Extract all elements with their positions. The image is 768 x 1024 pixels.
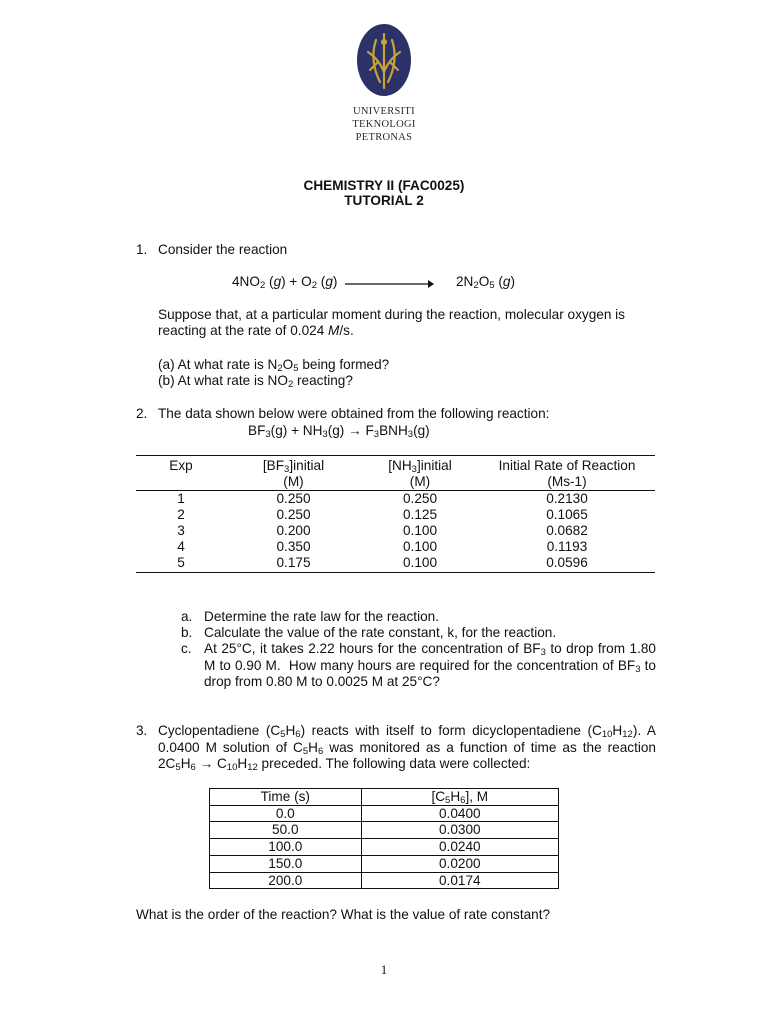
q1-reactants: $4NO_2$ $(g) + O_2$ (g): [232, 274, 338, 291]
course-title: CHEMISTRY II (FAC0025): [303, 178, 465, 193]
logo-text-teknologi: TEKNOLOGI: [352, 119, 416, 130]
q2-a-label: a.: [181, 609, 193, 624]
table-row: 3 0.200 0.100 0.0682: [177, 523, 588, 538]
q1-suppose-line2: reacting at the rate of 0.024 M/s.: [158, 323, 354, 338]
q2-equation: $BF_3(g) + NH_3(g) \to F_3BNH_3(g)$: [248, 423, 430, 440]
col-header-time: Time (s): [210, 789, 362, 806]
q2-c-text: At 25°C, it takes 2.22 hours for the concentration of $BF_3$ to drop from 1.80 M to 0.90 M. How many hours are required for the concentration of $BF_3$ to drop from 0.80 M to 0.0025 M at 25°C?: [204, 641, 656, 689]
q3-closing-question: What is the order of the reaction? What is the value of rate constant?: [136, 907, 551, 922]
table-header-row: [210, 789, 559, 806]
col-header-nh3: $[NH_3]initial$: [361, 456, 479, 475]
q1-part-b: (b) At what rate is $NO_2$ reacting?: [158, 373, 353, 390]
table-row: 4 0.350 0.100 0.1193: [177, 539, 588, 554]
table-units-row: (M) (M) (Ms-1): [136, 474, 655, 491]
page-number: 1: [380, 962, 388, 977]
table-row: 150.0 0.0200: [210, 855, 559, 872]
table-row: 2 0.250 0.125 0.1065: [177, 507, 588, 522]
logo-text-universiti: UNIVERSITI: [353, 106, 415, 117]
table-row: 5 0.175 0.100 0.0596: [136, 555, 655, 573]
q1-products: $2N_2O_5$ (g): [456, 274, 515, 291]
q2-intro: The data shown below were obtained from the following reaction:: [158, 406, 550, 421]
reaction-arrow-icon: [344, 278, 434, 290]
table-row: 0.0 0.0400: [210, 805, 559, 822]
table-row: 50.0 0.0300: [210, 822, 559, 839]
tutorial-title: TUTORIAL 2: [344, 193, 424, 208]
col-header-exp: Exp: [136, 456, 226, 475]
table-row: 200.0 0.0174: [210, 872, 559, 889]
q1-part-a: (a) At what rate is $N_2O_5$ being formed?: [158, 357, 390, 374]
q3-number: 3.: [136, 723, 148, 738]
table-row: 100.0 0.0240: [210, 839, 559, 856]
logo-text-petronas: PETRONAS: [355, 132, 413, 143]
concentration-time-table: [209, 788, 559, 889]
q1-intro: Consider the reaction: [158, 242, 288, 257]
q2-a-text: Determine the rate law for the reaction.: [204, 609, 439, 624]
q2-b-text: Calculate the value of the rate constant, k, for the reaction.: [204, 625, 557, 640]
q3-text: Cyclopentadiene $(C_5H_6)$ reacts with itself to form dicyclopentadiene $(C_{10}H_{12})$. A 0.0400 M solution of $C_5H_6$ was monitored as a function of time as the reaction $2C_5H_6 \to C_{10}H_{12}$ preceded. The following data were collected:: [158, 723, 657, 773]
col-header-concentration: $[C_5H_6]$, M: [361, 789, 558, 806]
q1-number: 1.: [136, 242, 148, 257]
q2-b-label: b.: [181, 625, 193, 640]
rate-data-table: [136, 455, 655, 573]
col-header-rate: Initial Rate of Reaction: [479, 456, 655, 475]
table-header-row: [136, 456, 655, 475]
q1-suppose-line1: Suppose that, at a particular moment during the reaction, molecular oxygen is: [158, 307, 625, 322]
col-header-bf3: $[BF_3]initial$: [226, 456, 361, 475]
logo-emblem-icon: [350, 22, 418, 98]
university-logo: [350, 22, 418, 144]
q2-c-label: c.: [181, 641, 192, 656]
q2-number: 2.: [136, 406, 148, 421]
table-row: 1 0.250 0.250 0.2130: [177, 491, 588, 506]
